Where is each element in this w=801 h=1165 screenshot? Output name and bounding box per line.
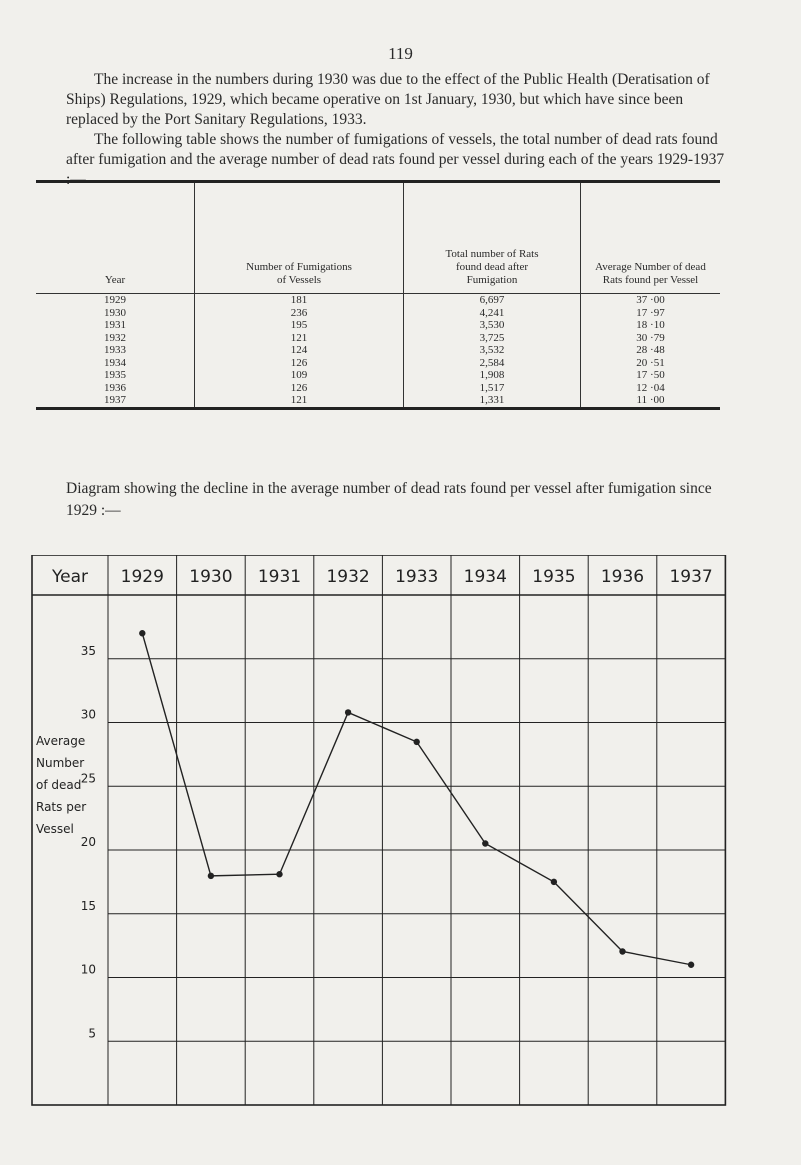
y-axis-label-line: Vessel — [36, 822, 74, 836]
cell-year: 1936 — [104, 381, 126, 394]
x-tick-label: 1933 — [395, 567, 439, 587]
y-tick-label: 20 — [80, 835, 96, 849]
table-row — [36, 394, 720, 408]
x-tick-label: 1934 — [463, 567, 507, 587]
data-point — [414, 739, 420, 745]
data-point — [139, 630, 145, 636]
table-row — [36, 369, 720, 382]
series-line — [142, 633, 691, 965]
header-average: Average Number of dead Rats found per Vessel — [581, 182, 721, 294]
data-point — [208, 873, 214, 879]
cell-total: 3,530 — [404, 319, 581, 332]
data-point — [482, 840, 488, 846]
x-tick-label: 1937 — [669, 567, 713, 587]
cell-year: 1934 — [104, 356, 126, 369]
intro-paragraph-2: The following table shows the number of fumigations of vessels, the total number of dead rats found after fumigation and the average number of dead rats found per vessel during each of the years 1929-1937 :— — [66, 131, 725, 188]
y-tick-label: 35 — [80, 643, 96, 658]
table-row — [36, 344, 720, 357]
intro-text — [66, 70, 726, 190]
data-point — [345, 709, 351, 715]
cell-year: 1931 — [104, 319, 126, 331]
cell-average: 12 ·04 — [581, 382, 721, 395]
cell-total: 3,725 — [404, 332, 581, 345]
data-point — [276, 871, 282, 877]
fumigation-table — [36, 180, 720, 410]
cell-total: 1,908 — [404, 369, 581, 382]
cell-fumigations: 181 — [195, 294, 404, 307]
cell-fumigations: 236 — [195, 307, 404, 320]
cell-total: 2,584 — [404, 357, 581, 370]
cell-average: 28 ·48 — [581, 344, 721, 357]
data-point — [551, 879, 557, 885]
x-tick-label: 1930 — [189, 567, 233, 587]
table-row — [36, 319, 720, 332]
cell-fumigations: 195 — [195, 319, 404, 332]
table-row — [36, 357, 720, 370]
x-tick-label: 1931 — [257, 567, 302, 587]
diagram-caption: Diagram showing the decline in the average number of dead rats found per vessel after fumigation since 1929 :— — [66, 480, 712, 519]
y-tick-label: 10 — [80, 962, 96, 977]
cell-fumigations: 126 — [195, 382, 404, 395]
x-tick-label: 1935 — [532, 567, 576, 587]
diagram-frame — [32, 555, 725, 1105]
table-row — [36, 307, 720, 320]
cell-fumigations: 121 — [195, 394, 404, 408]
x-tick-label: 1929 — [120, 567, 164, 587]
cell-year: 1933 — [104, 344, 126, 356]
cell-average: 18 ·10 — [581, 319, 721, 332]
cell-total: 3,532 — [404, 344, 581, 357]
cell-year: 1935 — [104, 369, 126, 381]
y-tick-label: 30 — [80, 707, 96, 722]
y-axis-label-line: Number — [36, 756, 85, 770]
y-axis-label-line: Average — [36, 734, 86, 748]
cell-total: 4,241 — [404, 307, 581, 320]
decline-diagram — [30, 555, 730, 1107]
y-tick-label: 15 — [80, 898, 96, 913]
data-point — [688, 962, 694, 968]
cell-total: 1,331 — [404, 394, 581, 408]
cell-average: 17 ·50 — [581, 369, 721, 382]
y-tick-label: 25 — [80, 771, 96, 786]
x-tick-label: 1932 — [326, 567, 370, 587]
cell-fumigations: 124 — [195, 344, 404, 357]
cell-total: 6,697 — [404, 294, 581, 307]
cell-average: 37 ·00 — [581, 294, 721, 307]
cell-year: 1932 — [104, 331, 126, 344]
table-header-row — [36, 182, 720, 294]
cell-year: 1937 — [104, 394, 126, 406]
header-year: Year — [36, 182, 195, 294]
cell-total: 1,517 — [404, 382, 581, 395]
cell-year: 1929 — [104, 294, 126, 306]
cell-fumigations: 109 — [195, 369, 404, 382]
y-tick-label: 5 — [88, 1026, 96, 1041]
cell-average: 17 ·97 — [581, 307, 721, 320]
table-row — [36, 294, 720, 307]
y-axis-label-line: of dead — [36, 778, 82, 792]
header-fumigations: Number of Fumigations of Vessels — [195, 182, 404, 294]
x-header-label: Year — [52, 567, 88, 587]
cell-year: 1930 — [104, 306, 126, 319]
y-axis-label-line: Rats per — [36, 800, 87, 814]
table-row — [36, 382, 720, 395]
cell-fumigations: 126 — [195, 357, 404, 370]
data-point — [619, 948, 625, 954]
table-row — [36, 332, 720, 345]
cell-average: 11 ·00 — [581, 394, 721, 408]
header-total: Total number of Rats found dead after Fumigation — [404, 182, 581, 294]
intro-paragraph-1: The increase in the numbers during 1930 was due to the effect of the Public Health (Deratisation of Ships) Regulations, 1929, which became operative on 1st January, 1930, but which have since been replaced by the Port Sanitary Regulations, 1933. — [66, 71, 710, 128]
cell-average: 30 ·79 — [581, 332, 721, 345]
page-number: 119 — [388, 44, 413, 63]
x-tick-label: 1936 — [600, 567, 645, 587]
cell-fumigations: 121 — [195, 332, 404, 345]
cell-average: 20 ·51 — [581, 357, 721, 370]
